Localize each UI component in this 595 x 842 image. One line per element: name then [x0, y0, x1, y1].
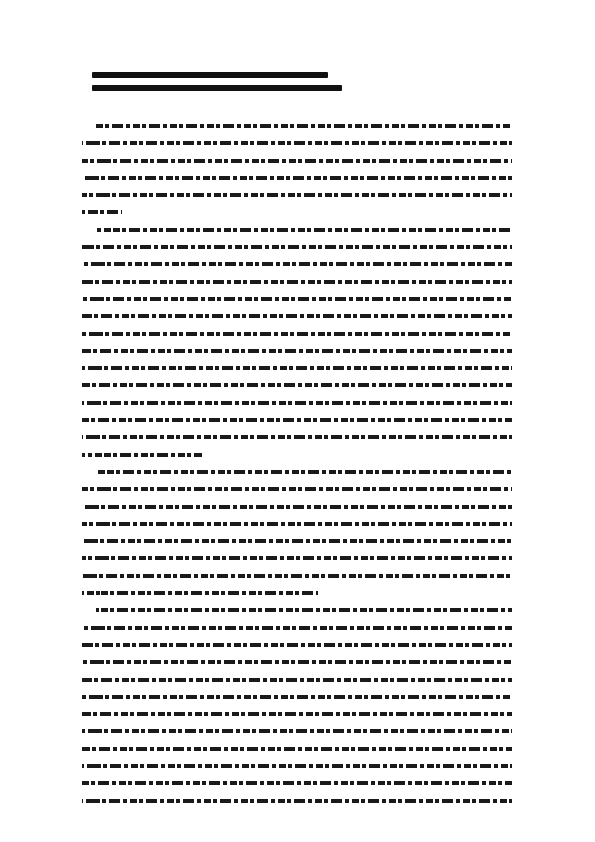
text-line [82, 435, 512, 439]
text-line [82, 141, 512, 145]
text-line [96, 124, 512, 128]
paragraph [82, 228, 512, 457]
text-line [82, 487, 512, 491]
text-line [82, 262, 512, 266]
title-line [92, 72, 328, 78]
paragraph [82, 124, 512, 214]
text-line [82, 591, 318, 595]
paragraph [82, 470, 512, 595]
text-line [82, 332, 512, 336]
text-line [82, 574, 512, 578]
text-line [82, 453, 202, 457]
text-line [82, 280, 512, 284]
text-line [82, 695, 512, 699]
text-line [82, 626, 512, 630]
text-line [96, 608, 512, 612]
text-line [82, 712, 512, 716]
text-line [82, 764, 512, 768]
text-line [82, 349, 512, 353]
text-line [82, 418, 512, 422]
title-line [92, 85, 342, 91]
text-line [82, 176, 512, 180]
text-line [82, 314, 512, 318]
text-line [82, 539, 512, 543]
text-line [82, 366, 512, 370]
text-line [82, 401, 512, 405]
text-line [82, 522, 512, 526]
text-line [82, 245, 512, 249]
text-line [82, 297, 512, 301]
text-line [82, 643, 512, 647]
text-line [82, 799, 512, 803]
text-line [82, 210, 122, 214]
text-line [82, 193, 512, 197]
text-line [82, 556, 512, 560]
text-line [96, 228, 512, 232]
text-line [96, 470, 512, 474]
document-title [92, 72, 362, 98]
text-line [82, 781, 512, 785]
text-line [82, 159, 512, 163]
text-line [82, 660, 512, 664]
text-line [82, 505, 512, 509]
text-line [82, 678, 512, 682]
paragraph [82, 608, 512, 802]
text-line [82, 747, 512, 751]
document-body [82, 124, 512, 816]
text-line [82, 383, 512, 387]
text-line [82, 729, 512, 733]
